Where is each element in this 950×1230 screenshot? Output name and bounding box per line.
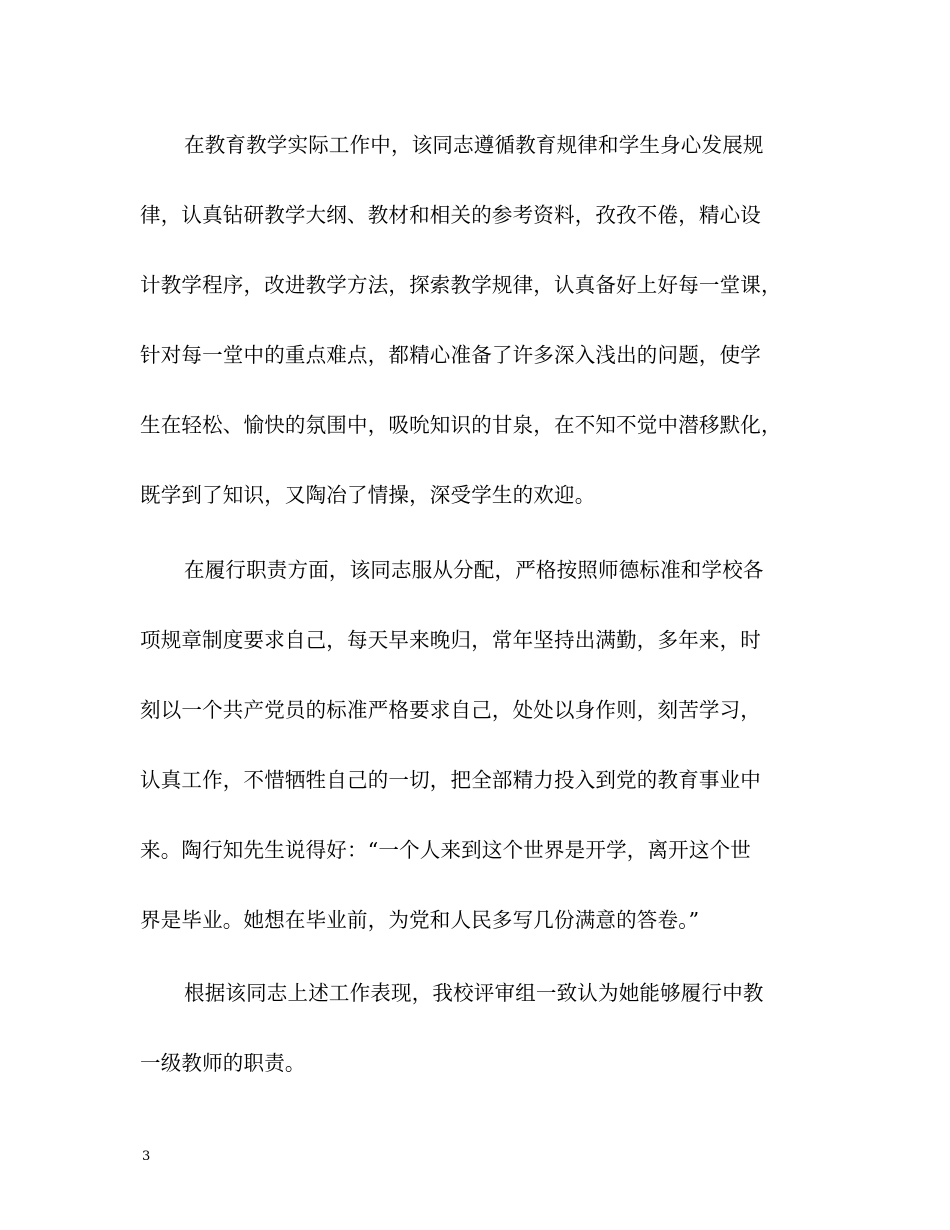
text-line: 界是毕业。她想在毕业前，为党和人民多写几份满意的答卷。” <box>140 908 700 932</box>
text-line: 律，认真钻研教学大纲、教材和相关的参考资料，孜孜不倦，精心设 <box>140 203 761 227</box>
text-line: 既学到了知识，又陶冶了情操，深受学生的欢迎。 <box>140 483 596 507</box>
text-line: 生在轻松、愉快的氛围中，吸吮知识的甘泉，在不知不觉中潜移默化， <box>140 413 782 437</box>
text-line: 来。陶行知先生说得好：“一个人来到这个世界是开学，离开这个世 <box>140 838 751 862</box>
text-line: 项规章制度要求自己，每天早来晚归，常年坚持出满勤，多年来，时 <box>140 628 761 652</box>
paragraph-conclusion <box>140 983 820 1073</box>
text-line: 一级教师的职责。 <box>140 1051 306 1075</box>
text-line: 刻以一个共产党员的标准严格要求自己，处处以身作则，刻苦学习， <box>140 698 761 722</box>
text-line: 针对每一堂中的重点难点，都精心准备了许多深入浅出的问题，使学 <box>140 343 761 367</box>
text-line: 在履行职责方面，该同志服从分配，严格按照师德标准和学校各 <box>184 558 764 582</box>
page-number: 3 <box>142 1149 151 1164</box>
paragraph-duties <box>140 560 820 930</box>
text-line: 在教育教学实际工作中，该同志遵循教育规律和学生身心发展规 <box>184 133 764 157</box>
text-line: 认真工作，不惜牺牲自己的一切，把全部精力投入到党的教育事业中 <box>140 768 761 792</box>
text-line: 根据该同志上述工作表现，我校评审组一致认为她能够履行中教 <box>184 981 764 1005</box>
paragraph-teaching-work <box>140 135 820 505</box>
text-line: 计教学程序，改进教学方法，探索教学规律，认真备好上好每一堂课， <box>140 273 782 297</box>
